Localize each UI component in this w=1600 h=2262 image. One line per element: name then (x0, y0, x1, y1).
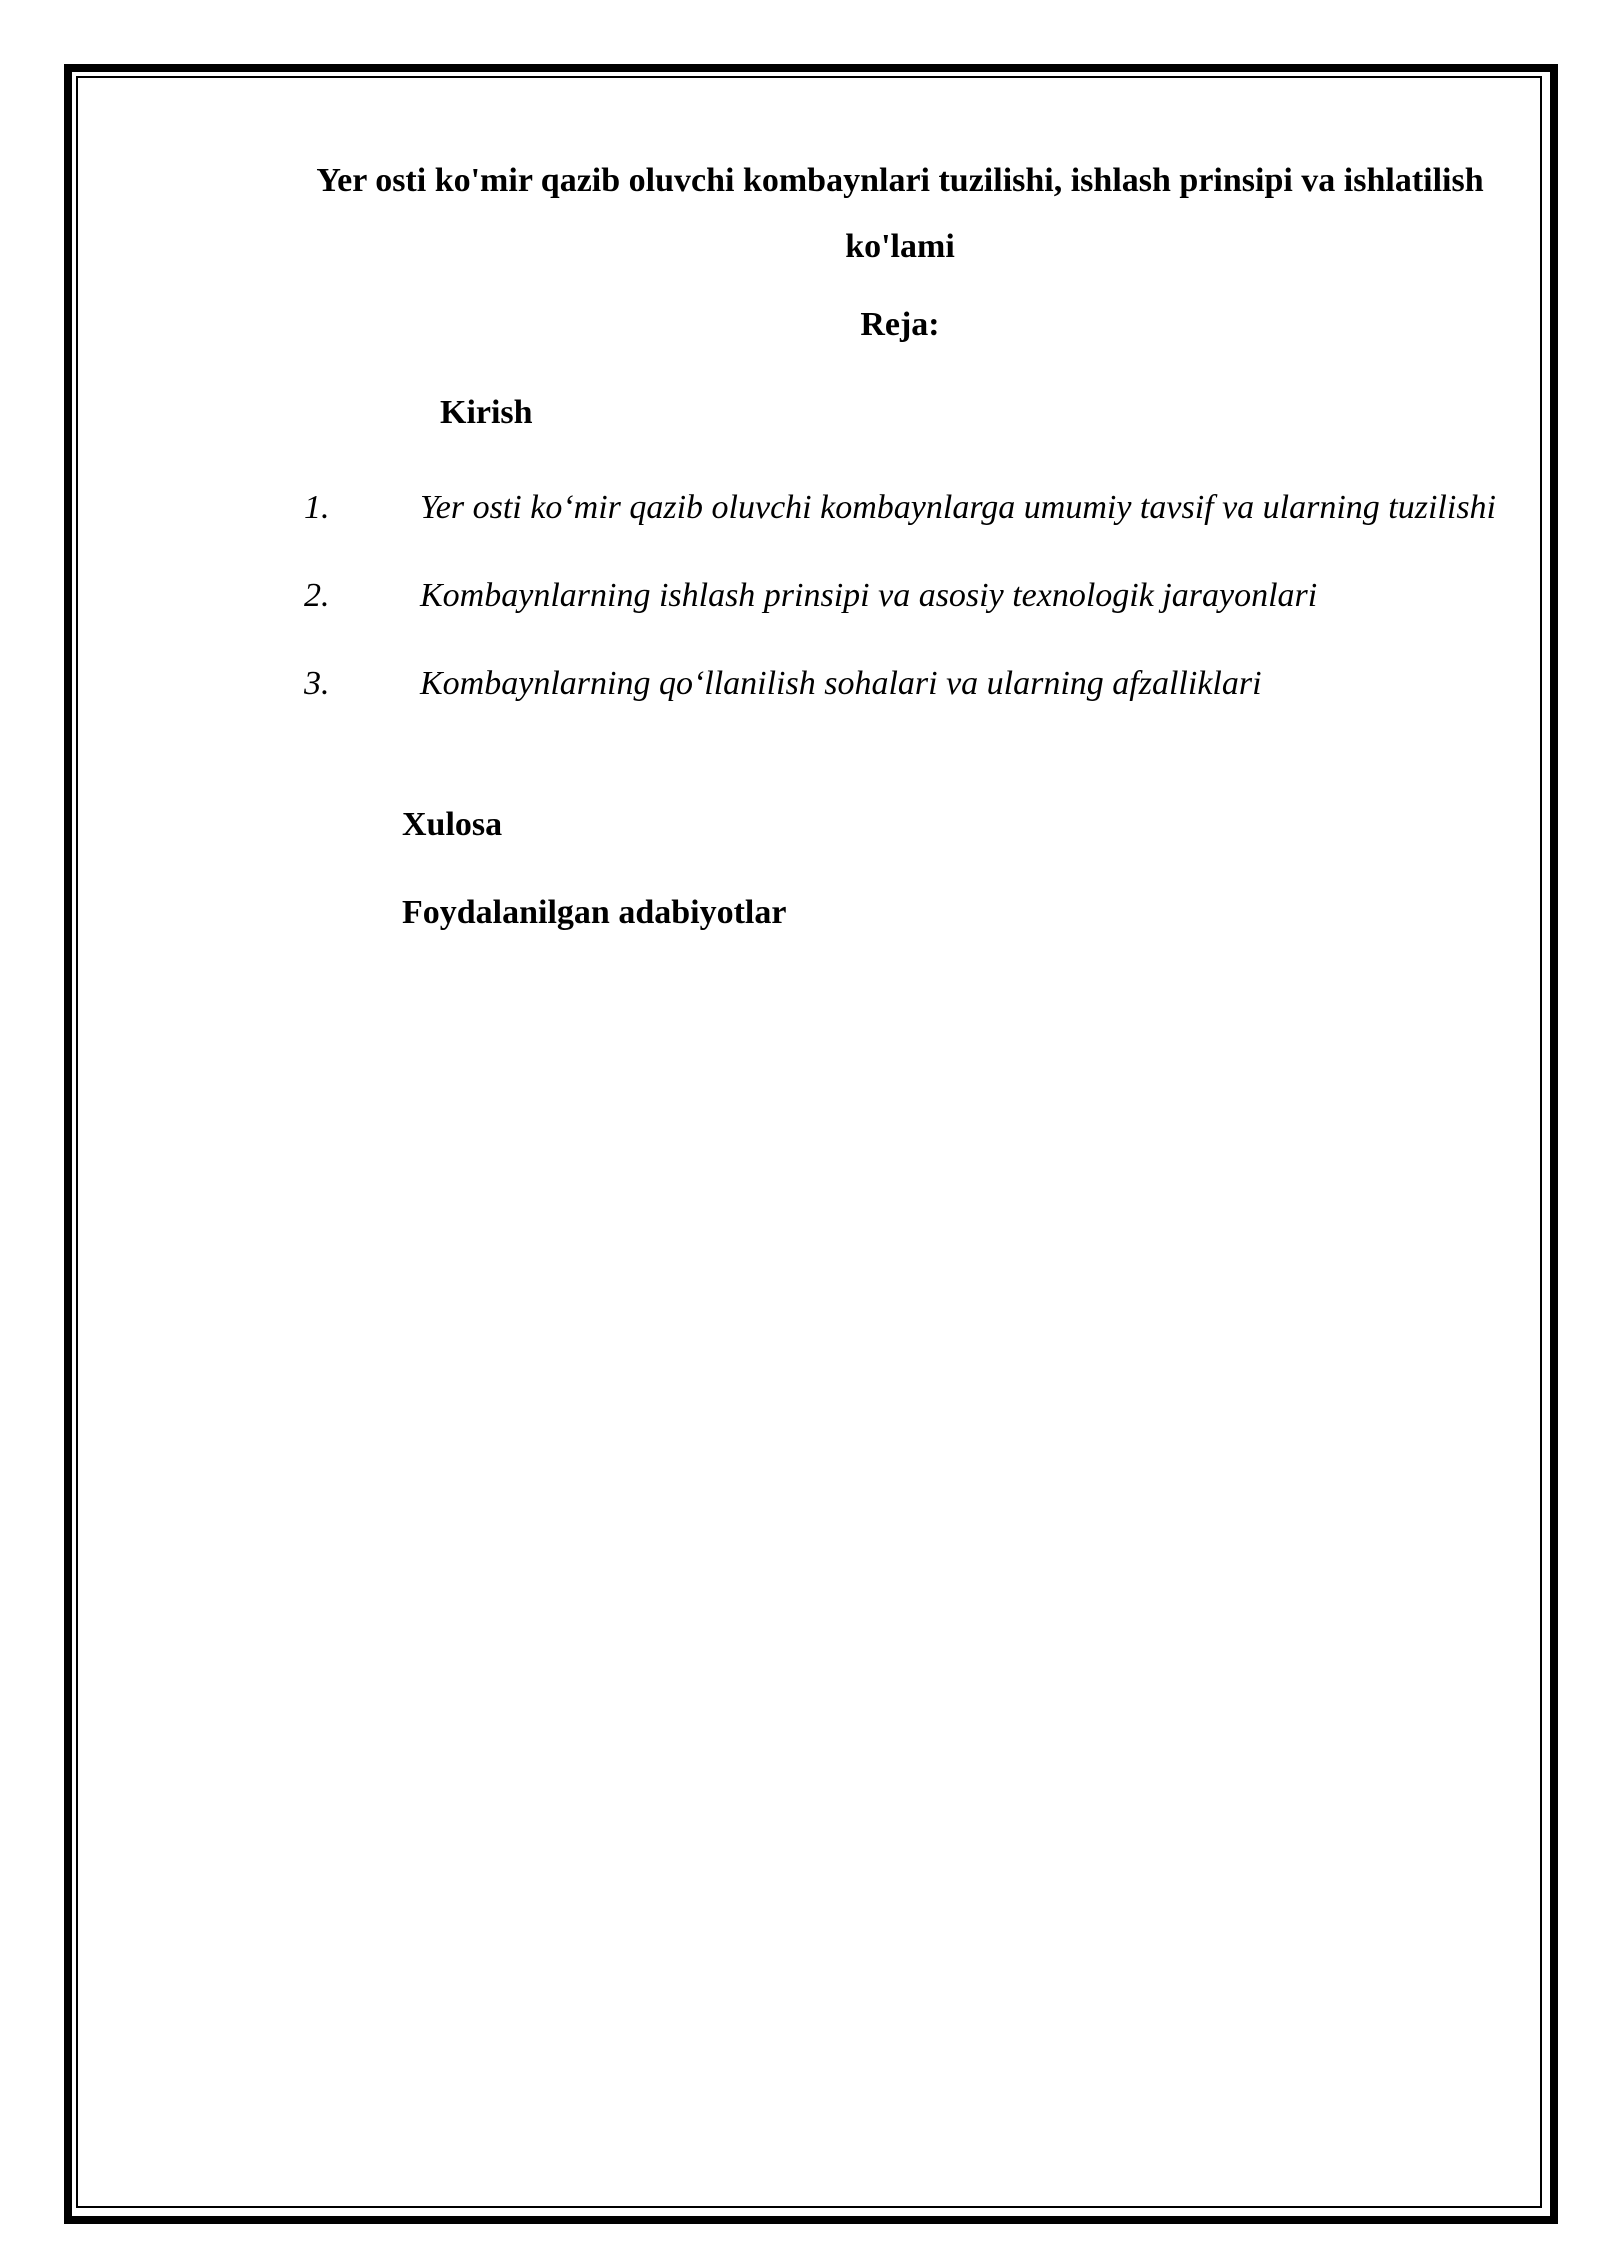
plan-item-text: Kombaynlarning qo‘llanilish sohalari va ularning afzalliklari (420, 665, 1262, 702)
plan-item-number: 1. (304, 489, 330, 526)
document-title: Yer osti ko'mir qazib oluvchi kombaynlari tuzilishi, ishlash prinsipi va ishlatilish ko'lami (316, 162, 1484, 265)
plan-item-text: Yer osti ko‘mir qazib oluvchi kombaynlarga umumiy tavsif va ularning tuzilishi (420, 489, 1496, 526)
plan-item-1 (304, 476, 1504, 540)
plan-item-2 (304, 564, 1504, 628)
plan-item-text: Kombaynlarning ishlash prinsipi va asosiy texnologik jarayonlari (420, 577, 1318, 614)
plan-heading: Reja: (860, 306, 940, 343)
intro-heading: Kirish (440, 394, 533, 431)
page-inner-border (76, 76, 1542, 2208)
plan-item-number: 2. (304, 577, 330, 614)
conclusion-heading: Xulosa (402, 806, 503, 843)
plan-item-3 (304, 652, 1504, 716)
plan-list (304, 476, 1504, 740)
references-heading: Foydalanilgan adabiyotlar (402, 894, 787, 931)
plan-item-number: 3. (304, 665, 330, 702)
